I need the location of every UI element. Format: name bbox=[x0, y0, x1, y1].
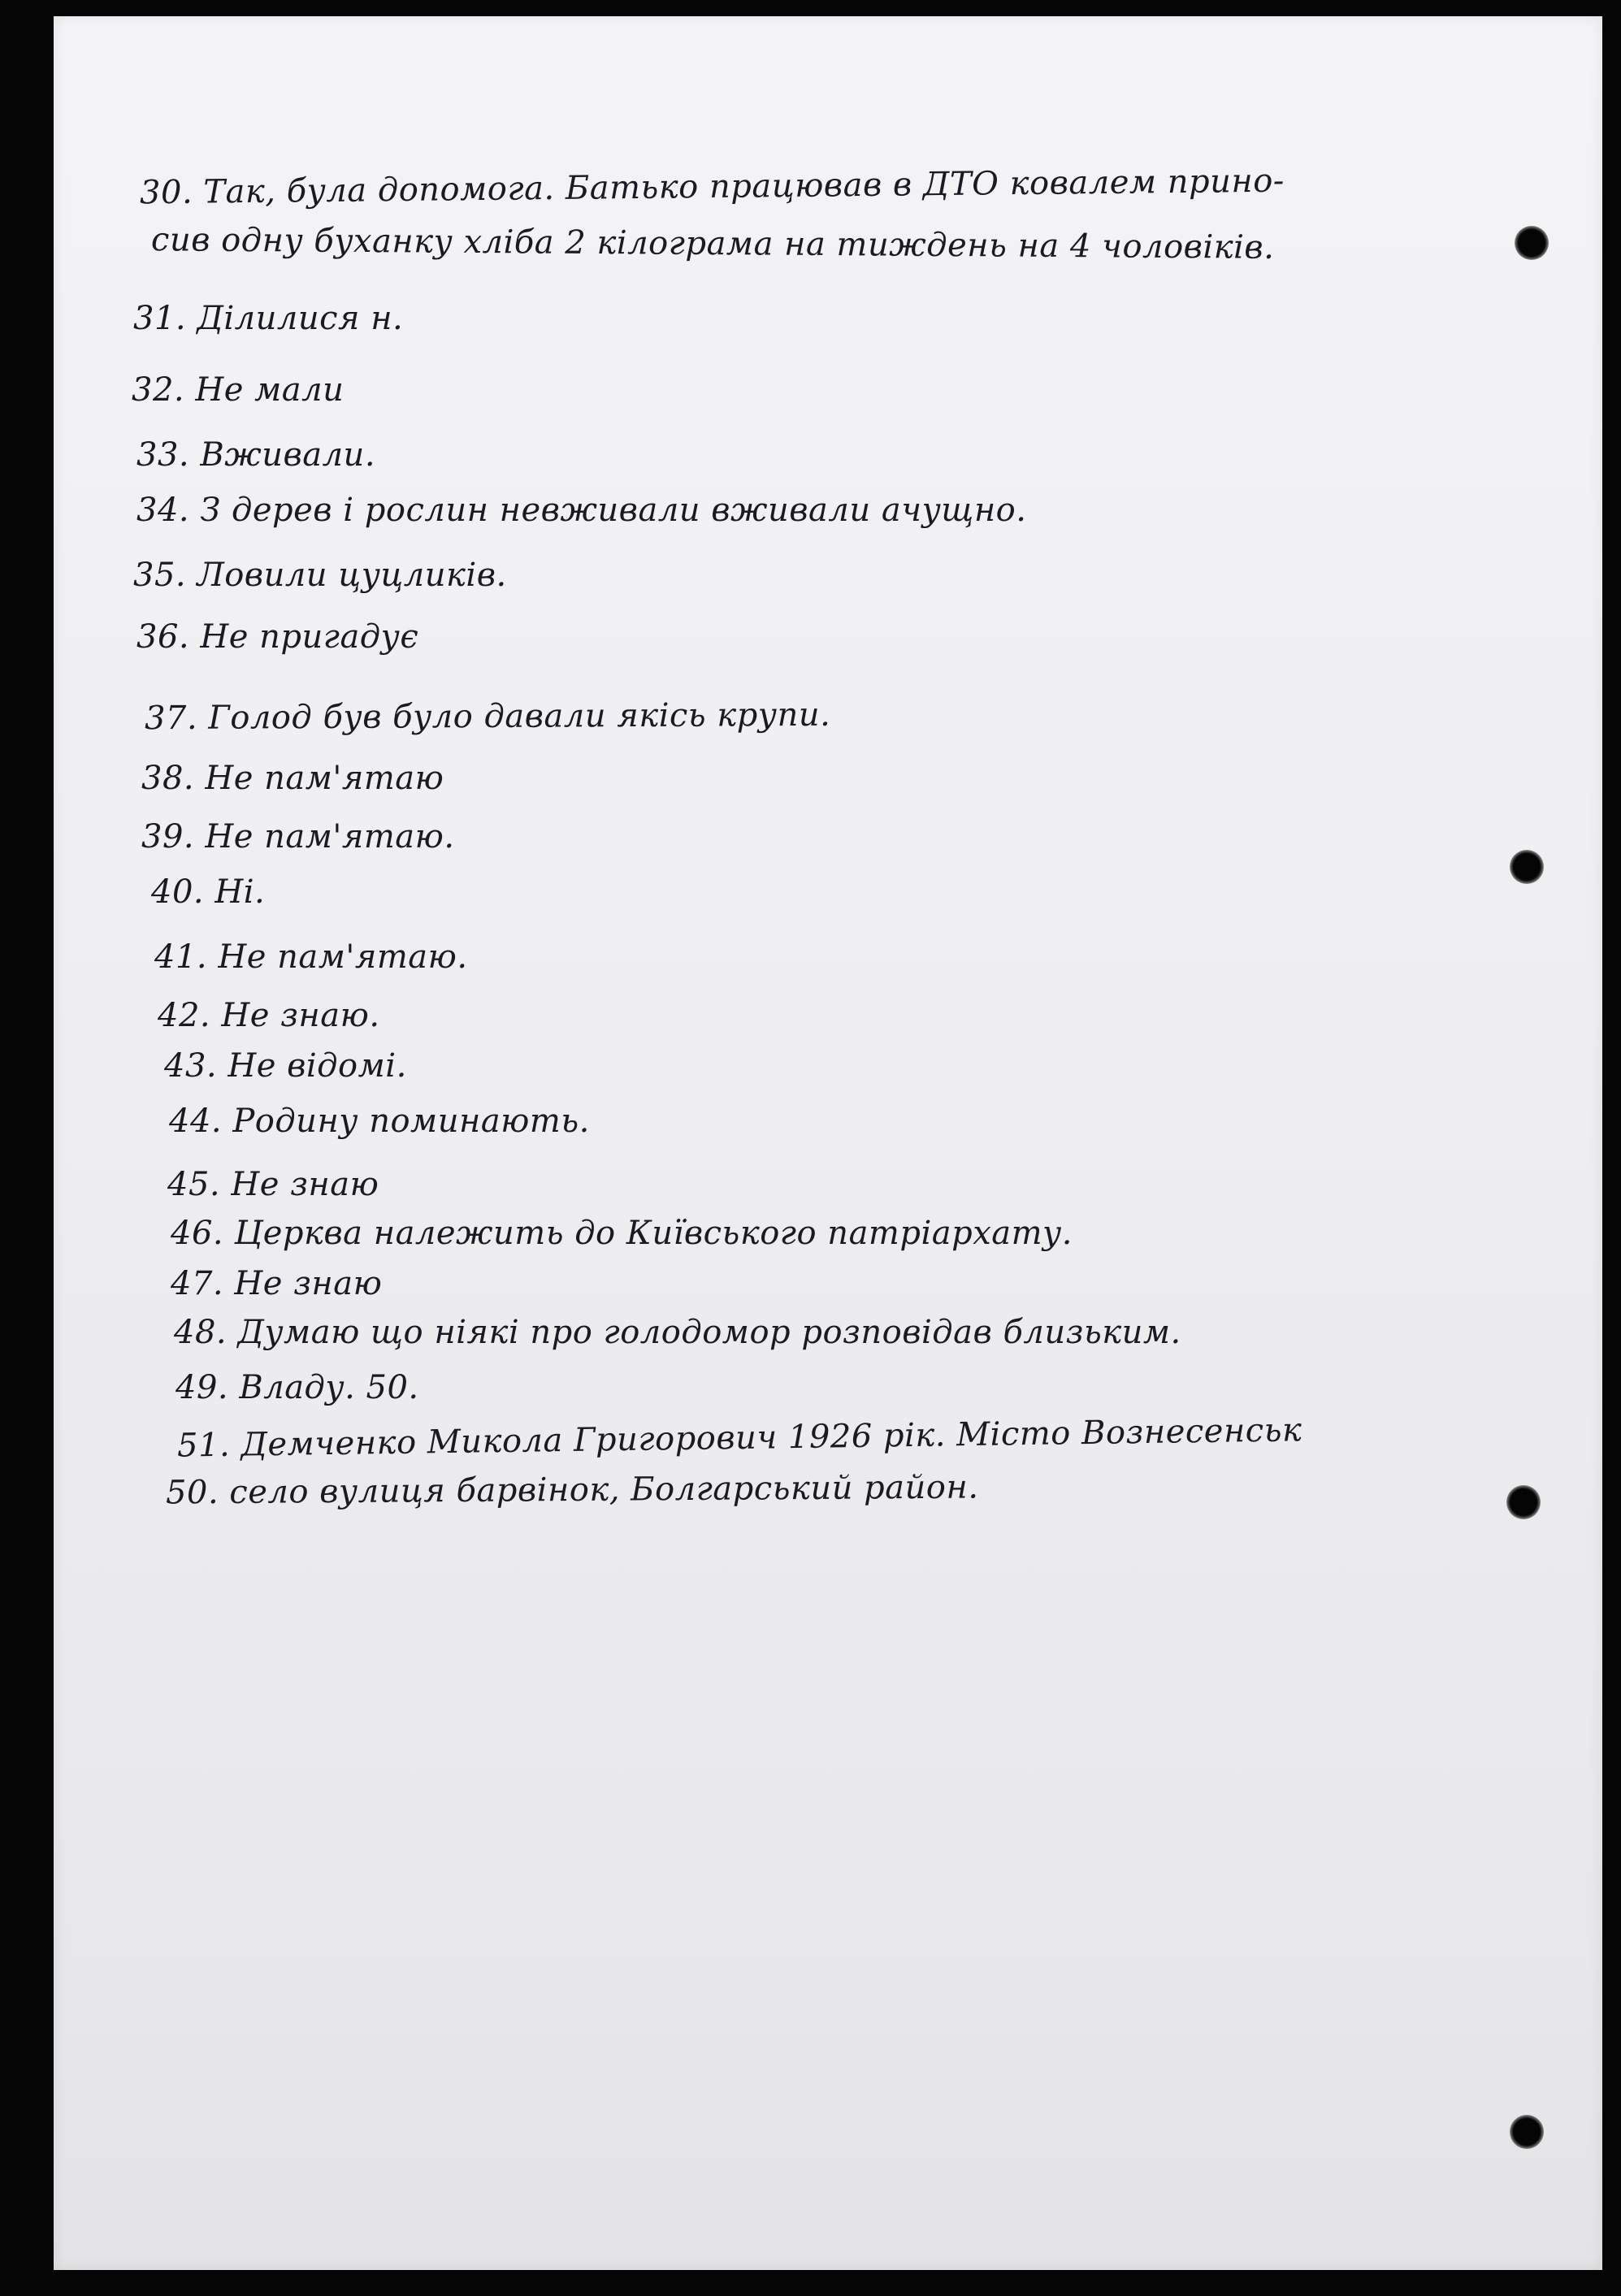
handwritten-line: 34. З дерев і рослин невживали вживали ачущно. bbox=[137, 492, 1027, 529]
punch-hole bbox=[1515, 226, 1549, 260]
handwritten-line: 37. Голод був було давали якісь крупи. bbox=[144, 695, 831, 738]
handwritten-line: 51. Демченко Микола Григорович 1926 рік. Місто Вознесенськ bbox=[176, 1411, 1302, 1465]
handwritten-line: 30. Так, була допомога. Батько працював в ДТО ковалем прино- bbox=[139, 162, 1285, 212]
handwritten-line: 40. Ні. bbox=[151, 873, 266, 911]
punch-hole bbox=[1506, 1485, 1541, 1519]
handwritten-line: 48. Думаю що ніякі про голодомор розповідав близьким. bbox=[174, 1314, 1181, 1351]
handwritten-line: 49. Владу. 50. bbox=[176, 1369, 419, 1406]
handwritten-line: 45. Не знаю bbox=[167, 1166, 379, 1203]
handwritten-line: 32. Не мали bbox=[132, 371, 345, 409]
paper-sheet bbox=[54, 16, 1602, 2270]
punch-hole bbox=[1510, 2115, 1544, 2149]
handwritten-line: 44. Родину поминають. bbox=[169, 1103, 590, 1140]
handwritten-line: 41. Не пам'ятаю. bbox=[154, 938, 468, 976]
handwritten-line: 42. Не знаю. bbox=[158, 997, 380, 1034]
handwritten-line: 35. Ловили цуцликів. bbox=[133, 557, 507, 594]
handwritten-line: 39. Не пам'ятаю. bbox=[141, 818, 455, 856]
handwritten-line: 50. село вулиця барвінок, Болгарський район. bbox=[165, 1468, 979, 1512]
punch-hole bbox=[1510, 850, 1544, 884]
handwritten-line: сив одну буханку хліба 2 кілограма на тиждень на 4 чоловіків. bbox=[150, 221, 1275, 266]
handwritten-line: 47. Не знаю bbox=[171, 1265, 383, 1302]
handwritten-line: 38. Не пам'ятаю bbox=[141, 760, 444, 797]
handwritten-line: 31. Ділилися н. bbox=[133, 300, 404, 337]
handwritten-line: 36. Не пригадує bbox=[137, 618, 419, 656]
handwritten-line: 43. Не відомі. bbox=[164, 1047, 407, 1085]
handwritten-line: 46. Церква належить до Київського патріархату. bbox=[171, 1215, 1073, 1252]
handwritten-line: 33. Вживали. bbox=[137, 436, 376, 474]
